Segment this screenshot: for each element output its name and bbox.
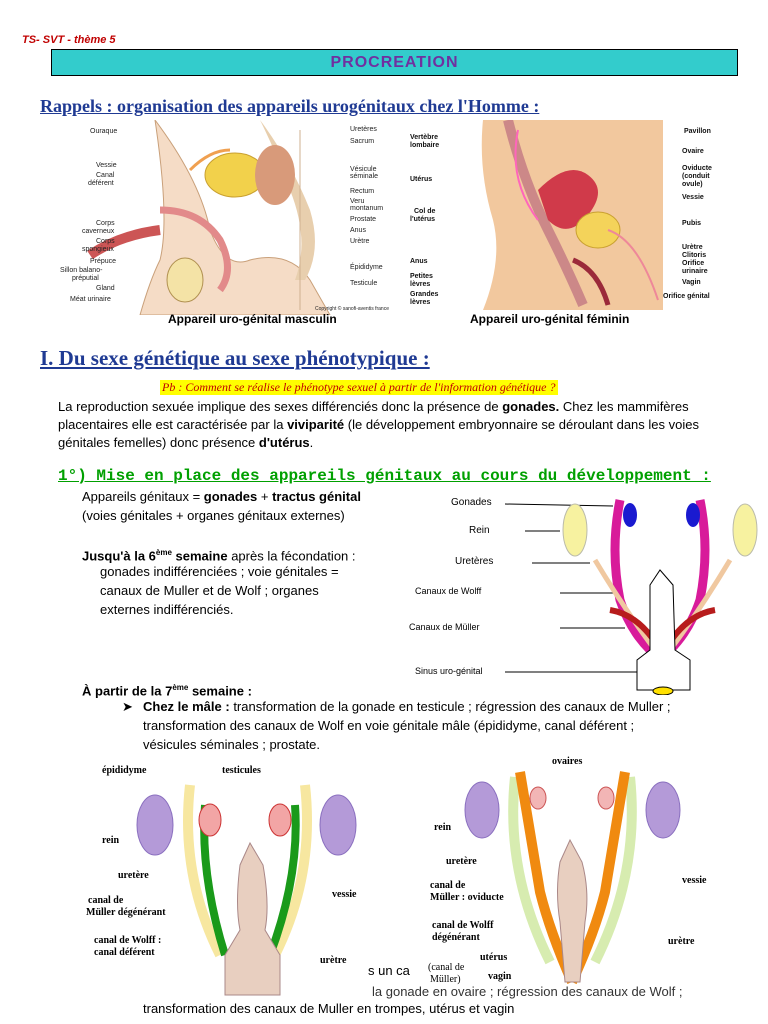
label-anus-f: Anus [410, 258, 428, 265]
label-muller-oviducte: Müller : oviducte [430, 892, 504, 903]
label-ovaires: ovaires [552, 756, 583, 767]
label-prepuce: Prépuce [90, 258, 117, 265]
label-levres-1: lèvres [410, 281, 431, 288]
label-lombaire: lombaire [410, 142, 440, 149]
label-uterus-f: utérus [480, 952, 508, 963]
label-sillon: Sillon balano- [60, 267, 103, 274]
label-vessie-m: vessie [332, 889, 357, 900]
label-uretre: Urètre [350, 238, 370, 245]
label-uretre-m: urètre [320, 955, 347, 966]
voies-line: (voies génitales + organes génitaux externes) [82, 508, 345, 523]
subsection-heading: 1°) Mise en place des appareils génitaux au cours du développement : [58, 467, 711, 485]
label-wolff: Canaux de Wolff [415, 586, 482, 596]
label-canal-de-muller-1: (canal de [428, 962, 465, 973]
label-vagin-dev: vagin [488, 971, 512, 982]
label-uretre-f: Urètre [682, 244, 703, 251]
until-week-6: Jusqu'à la 6ème semaine après la fécondation : [82, 548, 356, 564]
label-gonades: Gonades [451, 497, 492, 508]
label-gland: Gland [96, 285, 115, 292]
from-week-7: À partir de la 7ème semaine : [82, 683, 252, 699]
appareils-line: Appareils génitaux = gonades + tractus génital [82, 489, 361, 504]
label-veru: Veru [350, 198, 365, 205]
intro-paragraph: La reproduction sexuée implique des sexes différenciés donc la présence de gonades. Chez les mammifères placentaires elle est caractérisée par la viviparité (le développement embryonnaire se déroulant dans les voies génitales femelles) donc présence d'utérus. [58, 399, 699, 450]
label-vessie: Vessie [96, 162, 117, 169]
female-caption: Appareil uro-génital féminin [470, 312, 630, 326]
label-col-uterus: l'utérus [410, 216, 436, 223]
label-ovule: ovule) [682, 181, 703, 188]
male-caption: Appareil uro-génital masculin [168, 312, 337, 326]
label-muller-deg: Müller dégénérant [86, 907, 166, 918]
label-ouraque: Ouraque [90, 128, 118, 135]
until-line-3: externes indifférenciés. [100, 602, 234, 617]
label-seminale: séminale [350, 173, 379, 180]
male-line-2: transformation des canaux de Wolf en voie génitale mâle (épididyme, canal déférent ; [143, 718, 635, 733]
male-line-3: vésicules séminales ; prostate. [143, 737, 321, 752]
label-montanum: montanum [350, 205, 384, 212]
label-ureteres-d: Uretères [455, 556, 494, 567]
label-uretere-m: uretère [118, 870, 149, 881]
label-degenerant: dégénérant [432, 932, 480, 943]
female-anatomy-figure [408, 120, 748, 310]
male-development-figure [80, 755, 370, 1000]
label-vessie-f: Vessie [682, 194, 704, 201]
label-canal-de-muller-2: Müller) [430, 974, 461, 985]
label-uretere-f: uretère [446, 856, 477, 867]
label-uretre-f-dev: urètre [668, 936, 695, 947]
label-caverneux: caverneux [82, 228, 115, 235]
label-canal-deferent: canal déférent [94, 947, 155, 958]
label-sacrum: Sacrum [350, 138, 375, 145]
label-deferent: déférent [88, 180, 114, 187]
label-orifice-genital: Orifice génital [663, 293, 710, 300]
copyright: Copyright © sanofi-aventis france [315, 306, 389, 312]
label-canal-de-f: canal de [430, 880, 466, 891]
label-urinaire: urinaire [682, 268, 708, 275]
page-title: PROCREATION [51, 49, 738, 76]
label-testicule: Testicule [350, 280, 378, 287]
female-text-partial-3: transformation des canaux de Muller en trompes, utérus et vagin [143, 1001, 515, 1016]
female-text-partial-1: s un ca [368, 963, 410, 978]
female-text-partial-2: la gonade en ovaire ; régression des canaux de Wolf ; [372, 984, 683, 999]
label-oviducte: Oviducte [682, 165, 712, 172]
female-development-figure [420, 752, 720, 987]
label-clitoris: Clitoris [682, 252, 707, 259]
female-development-illustration [420, 752, 720, 987]
label-petites: Petites [410, 273, 433, 280]
indifferent-stage-figure [405, 490, 760, 695]
label-epididyme: Épididyme [350, 264, 383, 271]
until-line-2: canaux de Muller et de Wolf ; organes [100, 583, 319, 598]
label-muller: Canaux de Müller [409, 622, 480, 632]
label-grandes: Grandes [410, 291, 439, 298]
label-sinus: Sinus uro-génital [415, 666, 483, 676]
label-ureteres: Uretères [350, 126, 377, 133]
male-anatomy-figure [60, 120, 405, 315]
label-vessie-f-dev: vessie [682, 875, 707, 886]
label-canal-wolff-f: canal de Wolff [432, 920, 494, 931]
bullet-arrow-icon: ➤ [122, 699, 133, 714]
label-conduit: (conduit [682, 173, 710, 180]
label-testicules: testicules [222, 765, 261, 776]
label-prostate: Prostate [350, 216, 377, 223]
label-preputial: préputial [72, 275, 99, 282]
label-canal: Canal [96, 172, 115, 179]
label-rein-f: rein [434, 822, 452, 833]
label-corps: Corps [96, 220, 115, 227]
label-vagin-f: Vagin [682, 279, 701, 286]
label-canal-wolff: canal de Wolff : [94, 935, 162, 946]
problem-statement: Pb : Comment se réalise le phénotype sexuel à partir de l'information génétique ? [162, 380, 556, 394]
rappels-heading: Rappels : organisation des appareils urogénitaux chez l'Homme : [40, 96, 540, 116]
label-rein: Rein [469, 525, 490, 536]
label-rein-m: rein [102, 835, 120, 846]
label-vesicule: Vésicule [350, 166, 377, 173]
label-meat: Méat urinaire [70, 296, 111, 303]
theme-tag: TS- SVT - thème 5 [22, 34, 116, 46]
label-ovaire: Ovaire [682, 148, 704, 155]
label-orifice: Orifice [682, 260, 705, 267]
label-col: Col de [414, 208, 436, 215]
section-heading: I. Du sexe génétique au sexe phénotypique : [40, 346, 430, 370]
until-line-1: gonades indifférenciées ; voie génitales = [100, 564, 339, 579]
label-anus: Anus [350, 227, 366, 234]
label-vertebre: Vertèbre [410, 134, 439, 141]
label-pubis: Pubis [682, 220, 702, 227]
label-spongieux: spongieux [82, 246, 114, 253]
label-uterus: Utérus [410, 176, 433, 183]
label-levres-2: lèvres [410, 299, 431, 306]
label-corps-2: Corps [96, 238, 115, 245]
label-rectum: Rectum [350, 188, 375, 195]
male-line-1: Chez le mâle : transformation de la gonade en testicule ; régression des canaux de Muller ; [143, 699, 671, 714]
label-pavillon: Pavillon [684, 128, 711, 135]
label-epididyme-m: épididyme [102, 765, 147, 776]
label-canal-de: canal de [88, 895, 124, 906]
